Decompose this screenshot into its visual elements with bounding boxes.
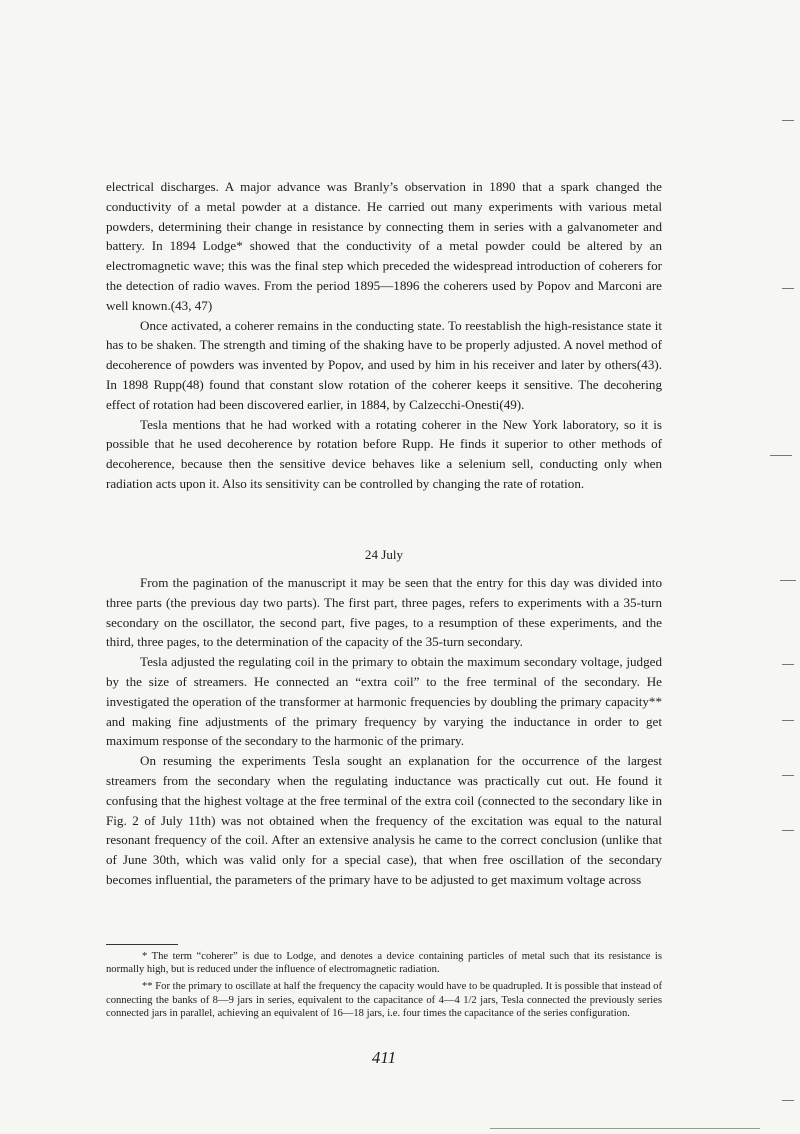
date-heading: 24 July (364, 547, 404, 562)
footnote-divider (106, 944, 178, 945)
paragraph: Tesla mentions that he had worked with a rotating coherer in the New York laboratory, so it is possible that he used decoherence by rotation before Rupp. He finds it superior to other methods of decoherence, because then the sensitive device behaves like a selenium sell, conducting only when radiation acts upon it. Also its sensitivity can be controlled by changing the rate of rotation. (106, 416, 662, 491)
body-text-top (106, 177, 662, 494)
scan-edge-line (490, 1128, 760, 1129)
paragraph: From the pagination of the manuscript it may be seen that the entry for this day was divided into three parts (the previous day two parts). The first part, three pages, refers to experiments with a 35-turn secondary on the oscillator, the second part, five pages, to a resumption of these experiments, and the third, three pages, to the determination of the capacity of the 35-turn secondary. (106, 575, 662, 650)
footnote: * The term “coherer” is due to Lodge, and denotes a device containing particles of metal such that its resistance is normally high, but is reduced under the influence of electromagnetic radiation. (106, 951, 662, 976)
footnotes (106, 950, 662, 1024)
page-number: 411 (371, 1048, 397, 1067)
paragraph: electrical discharges. A major advance was Branly’s observation in 1890 that a spark changed the conductivity of a metal powder at a distance. He carried out many experiments with various metal powders, determining their change in resistance by connecting them in series with a galvanometer and battery. In 1894 Lodge* showed that the conductivity of a metal powder could be altered by an electromagnetic wave; this was the final step which preceded the widespread introduction of coherers for the detection of radio waves. From the period 1895—1896 the coherers used by Popov and Marconi are well known.(43, 47) (106, 179, 662, 313)
paragraph: Tesla adjusted the regulating coil in the primary to obtain the maximum secondary voltage, judged by the size of streamers. He connected an “extra coil” to the free terminal of the secondary. He investigated the operation of the transformer at harmonic frequencies by doubling the primary capacity** and making fine adjustments of the primary frequency by varying the inductance in order to get maximum response of the secondary to the harmonic of the primary. (106, 654, 662, 749)
paragraph: Once activated, a coherer remains in the conducting state. To reestablish the high-resistance state it has to be shaken. The strength and timing of the shaking have to be properly adjusted. A novel method of decoherence of powders was invented by Popov, and used by him in his receiver and later by others(43). In 1898 Rupp(48) found that constant slow rotation of the coherer keeps it sensitive. The decohering effect of rotation had been discovered earlier, in 1884, by Calzecchi-Onesti(49). (106, 317, 662, 412)
paragraph: On resuming the experiments Tesla sought an explanation for the occurrence of the largest streamers from the secondary when the regulating inductance was practically cut out. He found it confusing that the highest voltage at the free terminal of the extra coil (connected to the secondary like in Fig. 2 of July 11th) was not obtained when the frequency of the excitation was equal to the natural resonant frequency of the coil. After an extensive analysis he came to the correct conclusion (unlike that of June 30th, which was valid only for a special case), that when free oscillation of the secondary becomes influential, the parameters of the primary have to be adjusted to get maximum voltage across (106, 753, 662, 887)
body-text-bottom (106, 573, 662, 890)
footnote: ** For the primary to oscillate at half the frequency the capacity would have to be quadrupled. It is possible that instead of connecting the banks of 8—9 jars in series, equivalent to the capacitance of 4—4 1/2 jars, Tesla connected the previously series connected jars in parallel, achieving an equivalent of 16—18 jars, i.e. four times the capacitance of the series configuration. (106, 981, 662, 1019)
